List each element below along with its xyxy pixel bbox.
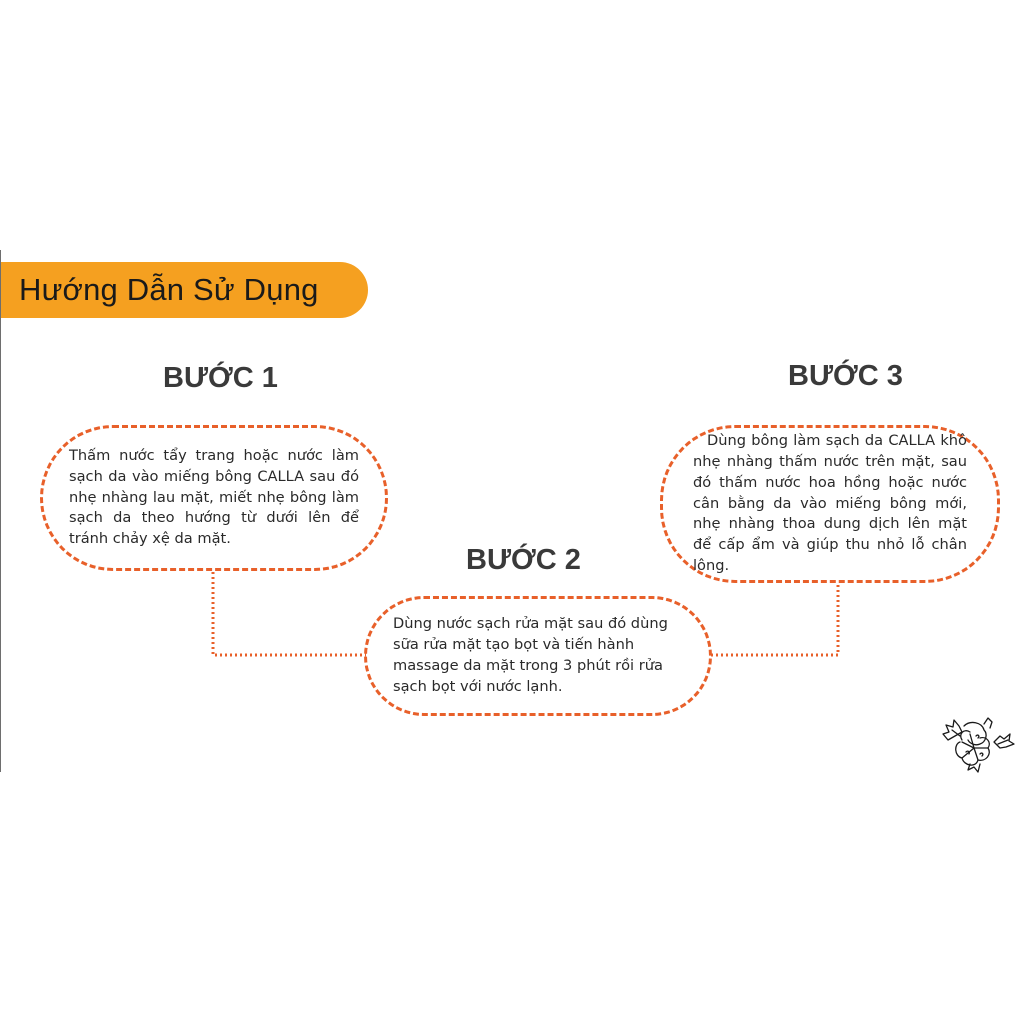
step-1-title: BƯỚC 1 <box>163 362 278 394</box>
step-1-bubble <box>40 425 388 571</box>
step-2-bubble <box>364 596 712 716</box>
page-title: Hướng Dẫn Sử Dụng <box>19 272 319 307</box>
step-2-text: Dùng nước sạch rửa mặt sau đó dùng sữa rửa mặt tạo bọt và tiến hành massage da mặt trong 3 phút rồi rửa sạch bọt với nước lạnh. <box>393 615 668 695</box>
step-3-bubble <box>660 425 1000 583</box>
connector-step1-step2 <box>213 572 366 655</box>
step-3-text: Dùng bông làm sạch da CALLA khô nhẹ nhàng thấm nước trên mặt, sau đó thấm nước hoa hồng hoặc nước cân bằng da vào miếng bông mới, nhẹ nhàng thoa dung dịch lên mặt để cấp ẩm và giúp thu nhỏ lỗ chân lông. <box>693 432 967 574</box>
step-1-text: Thấm nước tẩy trang hoặc nước làm sạch da vào miếng bông CALLA sau đó nhẹ nhàng lau mặt, miết nhẹ bông làm sạch da theo hướng từ dưới lên để tránh chảy xệ da mặt. <box>69 447 359 548</box>
step-3-title: BƯỚC 3 <box>788 360 903 392</box>
connector-step2-step3 <box>711 583 838 655</box>
cotton-flower-icon <box>940 712 1016 776</box>
step-2-title: BƯỚC 2 <box>466 544 581 576</box>
